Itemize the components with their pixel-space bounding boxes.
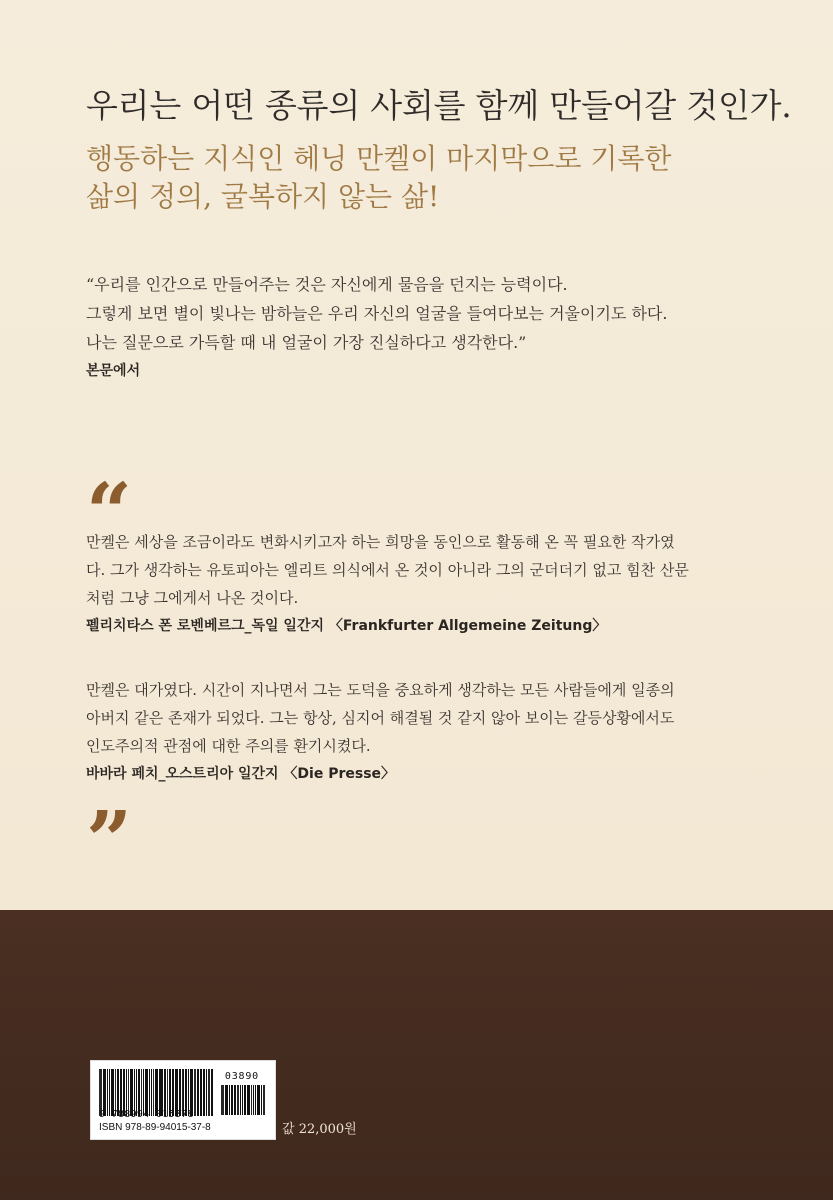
review-2 (86, 676, 766, 788)
review-1-source: 펠리치타스 폰 로벤베르그_독일 일간지 〈Frankfurter Allgemeine Zeitung〉 (86, 618, 607, 634)
barcode-bar (240, 1085, 241, 1115)
quote-line-3: 나는 질문으로 가득할 때 내 얼굴이 가장 진실하다고 생각한다.” (86, 333, 527, 352)
bottom-brown-band (0, 910, 833, 1200)
review-1-line-1: 만켈은 세상을 조금이라도 변화시키고자 하는 희망을 동인으로 활동해 온 꼭 필요한 작가였 (86, 533, 675, 551)
subhead-line-2: 삶의 정의, 굴복하지 않는 삶! (86, 180, 440, 213)
quote-source: 본문에서 (86, 363, 141, 379)
review-2-source: 바바라 페치_오스트리아 일간지 〈Die Presse〉 (86, 766, 396, 782)
barcode-bar (261, 1085, 262, 1115)
barcode-bar (263, 1085, 265, 1115)
barcode-bar (208, 1069, 210, 1116)
isbn-barcode (90, 1060, 276, 1140)
barcode-bar (203, 1069, 206, 1116)
barcode-bar (244, 1085, 247, 1115)
barcode-bar (225, 1085, 228, 1115)
isbn-text: ISBN 978-89-94015-37-8 (99, 1122, 211, 1133)
barcode-bar (257, 1085, 260, 1115)
barcode-addon-text: 03890 (224, 1071, 259, 1082)
barcode-bar (251, 1085, 252, 1115)
barcode-bar (237, 1085, 239, 1115)
subhead-line-1: 행동하는 지식인 헤닝 만켈이 마지막으로 기록한 (86, 142, 672, 175)
close-quote-mark-icon: ” (86, 793, 133, 887)
main-quote (86, 270, 766, 386)
barcode-bar (211, 1069, 213, 1116)
barcode-bar (242, 1085, 243, 1115)
barcode-bar (247, 1085, 250, 1115)
barcode-bar (234, 1085, 236, 1115)
review-1-line-2: 다. 그가 생각하는 유토피아는 엘리트 의식에서 온 것이 아니라 그의 군더더기 없고 힘찬 산문 (86, 561, 689, 579)
barcode-bar (253, 1085, 254, 1115)
barcode-bar (206, 1069, 207, 1116)
barcode-bar (194, 1069, 196, 1116)
review-2-line-1: 만켈은 대가였다. 시간이 지나면서 그는 도덕을 중요하게 생각하는 모든 사람들에게 일종의 (86, 681, 675, 699)
barcode-bar (200, 1069, 202, 1116)
barcode-bar (221, 1085, 224, 1115)
open-quote-mark-icon: “ (86, 465, 133, 559)
quote-line-1: “우리를 인간으로 만들어주는 것은 자신에게 물음을 던지는 능력이다. (86, 275, 568, 294)
quote-line-2: 그렇게 보면 별이 빛나는 밤하늘은 우리 자신의 얼굴을 들여다보는 거울이기도 하다. (86, 304, 668, 323)
review-1-line-3: 처럼 그냥 그에게서 나온 것이다. (86, 589, 299, 607)
headline: 우리는 어떤 종류의 사회를 함께 만들어갈 것인가. (86, 86, 792, 125)
barcode-addon (221, 1069, 265, 1116)
barcode-digits: 9 788994 015378 (99, 1109, 194, 1120)
price-label: 값 22,000원 (282, 1122, 357, 1137)
barcode-bar (231, 1085, 233, 1115)
review-1 (86, 528, 766, 640)
review-2-line-2: 아버지 같은 존재가 되었다. 그는 항상, 심지어 해결될 것 같지 않아 보이는 갈등상황에서도 (86, 709, 675, 727)
barcode-addon-bars (221, 1085, 265, 1115)
barcode-bar (197, 1069, 199, 1116)
review-2-line-3: 인도주의적 관점에 대한 주의를 환기시켰다. (86, 737, 371, 755)
barcode-bar (255, 1085, 256, 1115)
barcode-bar (229, 1085, 230, 1115)
